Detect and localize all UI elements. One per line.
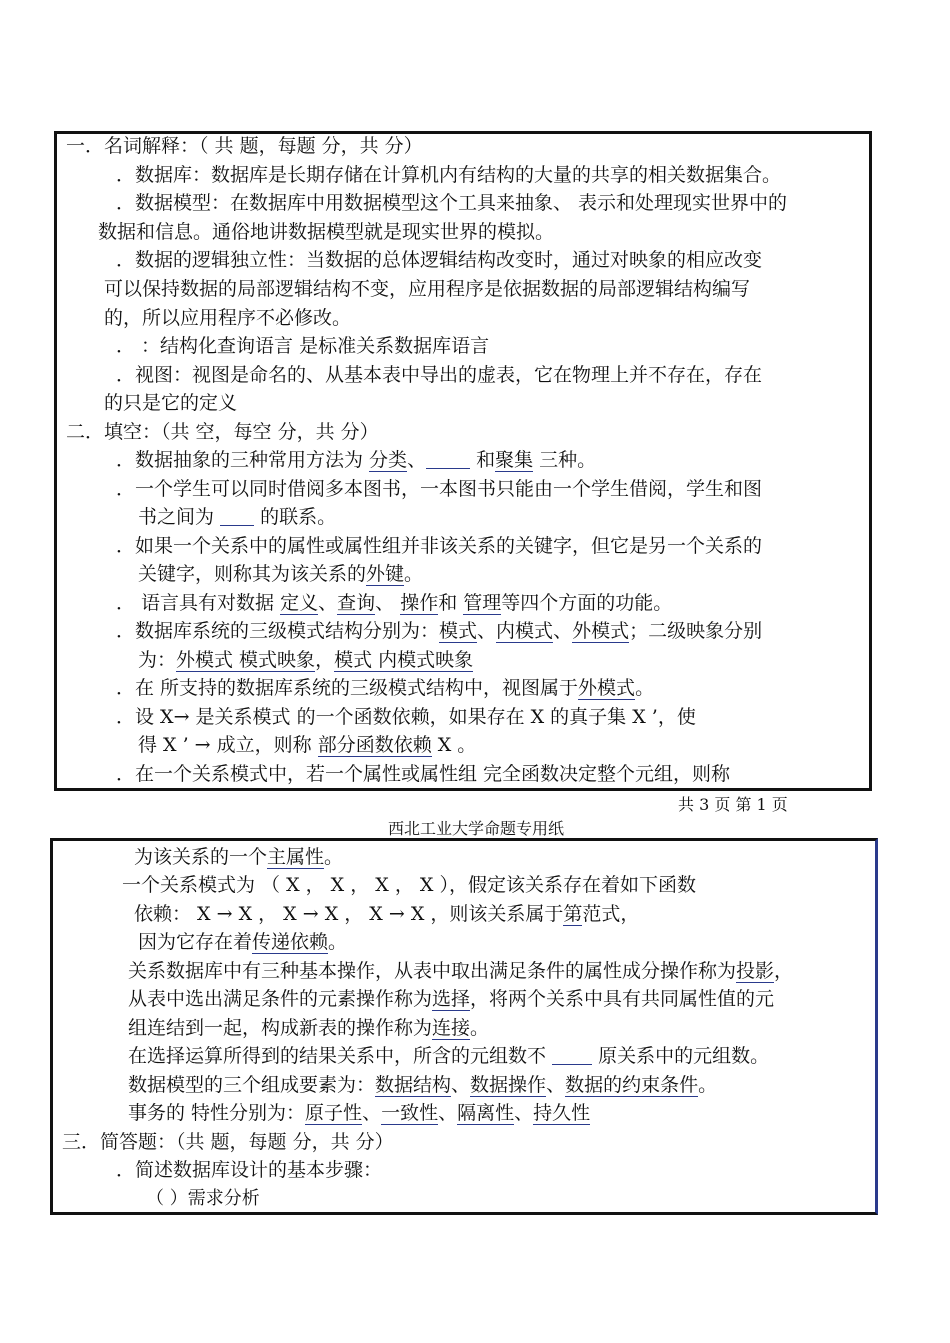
answer-data-constraints: 数据的约束条件 bbox=[565, 1074, 699, 1096]
answer-aggregation: 聚集 bbox=[495, 449, 534, 471]
answer-data-structure: 数据结构 bbox=[375, 1074, 452, 1096]
answer-durability: 持久性 bbox=[533, 1102, 591, 1124]
answer-definition: 定义 bbox=[280, 592, 319, 614]
term-logical-independence-line3: 的，所以应用程序不必修改。 bbox=[104, 307, 352, 329]
answer-projection: 投影 bbox=[736, 960, 775, 982]
answer-partial-dependency: 部分函数依赖 bbox=[317, 734, 432, 756]
short-answer-1: ．简述数据库设计的基本步骤： bbox=[116, 1159, 383, 1181]
fill-3-line2: 关键字，则称其为该关系的外键。 bbox=[138, 563, 424, 585]
fill-10-line3: 组连结到一起，构成新表的操作称为连接。 bbox=[128, 1017, 490, 1039]
answer-external-schema-view: 外模式 bbox=[578, 677, 636, 699]
answer-internal-mapping: 模式 内模式映象 bbox=[334, 649, 474, 671]
answer-management: 管理 bbox=[463, 592, 502, 614]
term-logical-independence-line2: 可以保持数据的局部逻辑结构不变，应用程序是依据数据的局部逻辑结构编写 bbox=[104, 278, 751, 300]
answer-selection: 选择 bbox=[432, 988, 471, 1010]
answer-external-schema: 外模式 bbox=[572, 620, 630, 642]
answer-operation: 操作 bbox=[400, 592, 439, 614]
term-data-model-line1: ．数据模型：在数据库中用数据模型这个工具来抽象、 表示和处理现实世界中的 bbox=[116, 192, 788, 214]
fill-5-line1: ．数据库系统的三级模式结构分别为：模式、内模式、外模式；二级映象分别 bbox=[116, 620, 763, 642]
fill-5-line2: 为：外模式 模式映象，模式 内模式映象 bbox=[138, 649, 474, 671]
answer-query: 查询 bbox=[337, 592, 376, 614]
answer-consistency: 一致性 bbox=[381, 1102, 439, 1124]
fill-9-line3: 因为它存在着传递依赖。 bbox=[138, 931, 348, 953]
fill-3-line1: ．如果一个关系中的属性或属性组并非该关系的关键字，但它是另一个关系的 bbox=[116, 535, 763, 557]
fill-7-line2: 得 X ’ → 成立，则称 部分函数依赖 X 。 bbox=[138, 734, 477, 756]
fill-1: ．数据抽象的三种常用方法为 分类、 和聚集 三种。 bbox=[116, 449, 597, 471]
answer-join: 连接 bbox=[432, 1017, 471, 1039]
answer-transitive-dependency: 传递依赖 bbox=[252, 931, 329, 953]
fill-12: 数据模型的三个组成要素为：数据结构、数据操作、数据的约束条件。 bbox=[128, 1074, 718, 1096]
section2-heading: 二．填空：（共 空，每空 分，共 分） bbox=[66, 421, 379, 443]
fill-10-line1: 关系数据库中有三种基本操作，从表中取出满足条件的属性成分操作称为投影， bbox=[128, 960, 794, 982]
answer-data-operation: 数据操作 bbox=[470, 1074, 547, 1096]
answer-atomicity: 原子性 bbox=[305, 1102, 363, 1124]
term-data-model-line2: 数据和信息。通俗地讲数据模型就是现实世界的模拟。 bbox=[98, 221, 555, 243]
answer-external-mapping: 外模式 模式映象 bbox=[176, 649, 316, 671]
term-database: ．数据库：数据库是长期存储在计算机内有结构的大量的共享的相关数据集合。 bbox=[116, 164, 782, 186]
fill-7-line1: ．设 X→ 是关系模式 的一个函数依赖，如果存在 X 的真子集 X ’，使 bbox=[116, 706, 696, 728]
section1-heading: 一．名词解释：（ 共 题，每题 分，共 分） bbox=[66, 135, 423, 157]
fill-6: ．在 所支持的数据库系统的三级模式结构中，视图属于外模式。 bbox=[116, 677, 655, 699]
fill-10-line2: 从表中选出满足条件的元素操作称为选择，将两个关系中具有共同属性值的元 bbox=[128, 988, 775, 1010]
fill-2-line2: 书之间为 的联系。 bbox=[138, 506, 337, 528]
fill-13: 事务的 特性分别为：原子性、一致性、隔离性、持久性 bbox=[128, 1102, 591, 1124]
answer-blank bbox=[552, 1046, 592, 1065]
term-view-line2: 的只是它的定义 bbox=[104, 392, 238, 414]
fill-9-line1: 一个关系模式为 （ X ， X ， X ， X ），假定该关系存在着如下函数 bbox=[122, 874, 696, 896]
term-sql: ． ：结构化查询语言 是标准关系数据库语言 bbox=[116, 335, 490, 357]
answer-schema: 模式 bbox=[439, 620, 478, 642]
term-view-line1: ．视图：视图是命名的、从基本表中导出的虚表，它在物理上并不存在，存在 bbox=[116, 364, 763, 386]
fill-4: ． 语言具有对数据 定义、查询、 操作和 管理等四个方面的功能。 bbox=[116, 592, 673, 614]
section3-heading: 三．简答题：（共 题，每题 分，共 分） bbox=[62, 1131, 394, 1153]
answer-normal-form: 第 bbox=[563, 903, 583, 925]
short-answer-1-step1: （ ）需求分析 bbox=[146, 1188, 260, 1209]
answer-prime-attribute: 主属性 bbox=[267, 846, 325, 868]
fill-9-line2: 依赖： X → X ， X → X ， X → X ，则该关系属于第范式， bbox=[134, 903, 640, 925]
answer-isolation: 隔离性 bbox=[457, 1102, 515, 1124]
answer-blank bbox=[220, 507, 254, 526]
answer-classification: 分类 bbox=[369, 449, 408, 471]
answer-foreign-key: 外键 bbox=[366, 563, 405, 585]
fill-8-line1: ．在一个关系模式中，若一个属性或属性组 完全函数决定整个元组，则称 bbox=[116, 763, 731, 785]
answer-blank bbox=[426, 450, 470, 469]
fill-11: 在选择运算所得到的结果关系中，所含的元组数不 原关系中的元组数。 bbox=[128, 1045, 770, 1067]
page-number: 共 3 页 第 1 页 bbox=[678, 795, 788, 814]
fill-8-line2: 为该关系的一个主属性。 bbox=[134, 846, 344, 868]
fill-2-line1: ．一个学生可以同时借阅多本图书，一本图书只能由一个学生借阅，学生和图 bbox=[116, 478, 763, 500]
term-logical-independence-line1: ．数据的逻辑独立性：当数据的总体逻辑结构改变时，通过对映象的相应改变 bbox=[116, 249, 763, 271]
answer-internal-schema: 内模式 bbox=[496, 620, 554, 642]
paper-title: 西北工业大学命题专用纸 bbox=[388, 819, 565, 838]
